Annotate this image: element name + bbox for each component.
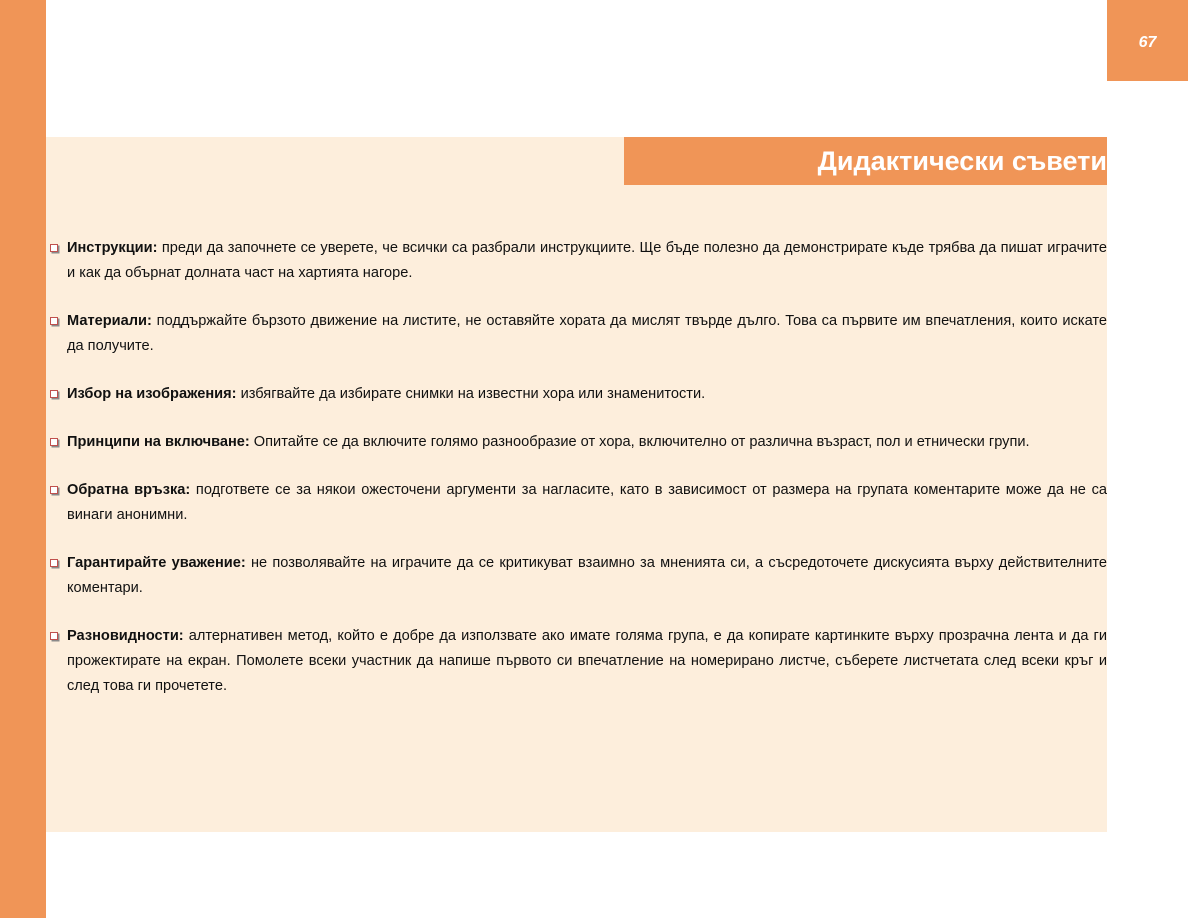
tip-label: Гарантирайте уважение: [67, 555, 246, 571]
tip-label: Избор на изображения: [67, 386, 237, 402]
tip-label: Материали: [67, 313, 152, 329]
page-number [1107, 0, 1188, 81]
tips-list [46, 236, 1107, 722]
tip-label: Обратна връзка: [67, 482, 191, 498]
tip-text: преди да започнете се уверете, че всички са разбрали инструкциите. Ще бъде полезно да демонстрирате къде трябва да пишат играчите и как да обърнат долната част на хартията нагоре. [67, 240, 1107, 281]
tip-image-choice [46, 382, 1107, 407]
checkbox-bullet-icon [50, 559, 58, 567]
tip-instructions [46, 236, 1107, 286]
tip-label: Принципи на включване: [67, 434, 250, 450]
section-title: Дидактически съвети [817, 146, 1107, 176]
tip-text: алтернативен метод, който е добре да използвате ако имате голяма група, е да копирате картинките върху прозрачна лента и да ги прожектирате на екран. Помолете всеки участник да напише първото си впечатление на номерирано листче, съберете листчетата след всеки кръг и след това ги прочетете. [67, 628, 1107, 694]
tip-materials [46, 309, 1107, 359]
tip-text: подгответе се за някои ожесточени аргументи за нагласите, като в зависимост от размера на групата коментарите може да не са винаги анонимни. [67, 482, 1107, 523]
checkbox-bullet-icon [50, 390, 58, 398]
tip-variations [46, 624, 1107, 699]
tip-label: Инструкции: [67, 240, 158, 256]
checkbox-bullet-icon [50, 438, 58, 446]
tip-feedback [46, 478, 1107, 528]
page-number-text: 67 [1138, 34, 1157, 51]
checkbox-bullet-icon [50, 317, 58, 325]
tip-inclusion [46, 430, 1107, 455]
tip-text: поддържайте бързото движение на листите, не оставяйте хората да мислят твърде дълго. Това са първите им впечатления, които искате да получите. [67, 313, 1107, 354]
left-accent-bar [0, 0, 46, 918]
checkbox-bullet-icon [50, 244, 58, 252]
tip-text: не позволявайте на играчите да се критикуват взаимно за мненията си, а съсредоточете дискусията върху действителните коментари. [67, 555, 1107, 596]
checkbox-bullet-icon [50, 632, 58, 640]
section-title-banner [624, 137, 1107, 185]
tip-respect [46, 551, 1107, 601]
checkbox-bullet-icon [50, 486, 58, 494]
tip-label: Разновидности: [67, 628, 184, 644]
tip-text: избягвайте да избирате снимки на известни хора или знаменитости. [236, 386, 706, 402]
tip-text: Опитайте се да включите голямо разнообразие от хора, включително от различна възраст, пол и етнически групи. [249, 434, 1030, 450]
